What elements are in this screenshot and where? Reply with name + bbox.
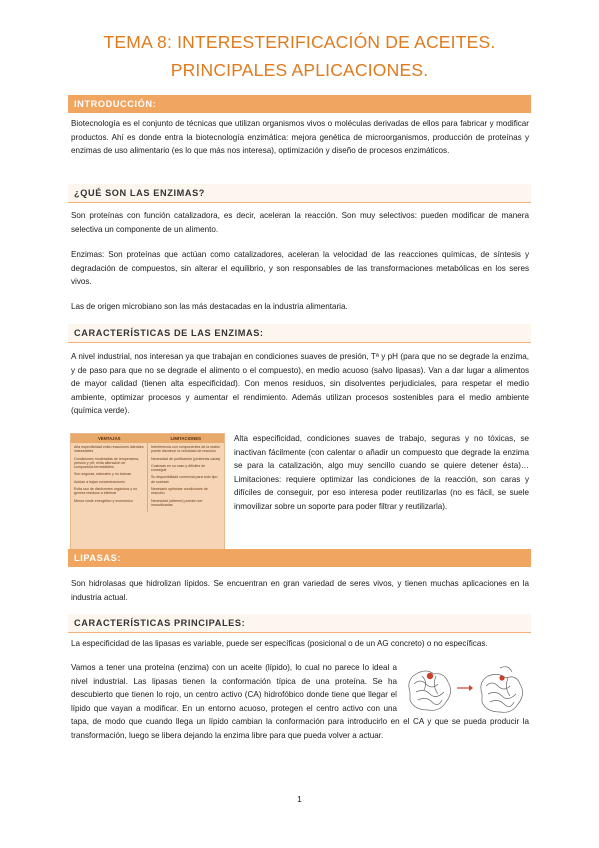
table-cell: Costosas en su caso y difíciles de conseguir (151, 463, 206, 473)
table-cell: Necesidad (obtener) pueden ser inmovilizadas (151, 498, 203, 507)
ventajas-paragraph: Alta especificidad, condiciones suaves de trabajo, seguras y no tóxicas, se inactivan fácilmente (con calentar o añadir un compuesto que degrade la enzima se para la catalización, algo muy sencillo cuando se quiere detener ésta)… Limitaciones: requiere optimizar las condiciones de la reacción, son caras y difíciles de conseguir, por eso interesa poder reutilizarlas (no es fácil, se suele inmovilizar sobre un soporte para poder filtrar y reutilizarla). (234, 434, 529, 511)
table-cell: Necesidad de purificación (proteínas caras) (151, 456, 221, 461)
enzimas-paragraph-1: Son proteínas con función catalizadora, es decir, aceleran la reacción. Son muy selectivos: pueden modificar de manera selectiva un componente de un alimento. (71, 211, 529, 234)
caracteristicas-principales-paragraph-2 (71, 661, 529, 743)
caracteristicas-enzimas-paragraph: A nivel industrial, nos interesan ya que trabajan en condiciones suaves de presión, Tª y pH (para que no se degrade la enzima, y de paso para que no se degrade el alimento o el compuesto), en medio acuoso (salvo lipasas). Van a dar lugar a alimentos de mayor calidad (tienen alta especificidad). Con menos residuos, sin disolventes perjudiciales, para respetar el medio ambiente, optimizar procesos y aumentar el rendimiento. Además utilizan procesos sostenibles para el medio ambiente (química verde). (71, 352, 529, 416)
table-cell: Condiciones moderadas de temperatura, presión y pH; evita alteración de compuestos termolábiles (74, 456, 140, 470)
section-header-introduccion: INTRODUCCIÓN: (68, 95, 531, 113)
section-header-caracteristicas-principales: CARACTERÍSTICAS PRINCIPALES: (68, 614, 531, 633)
table-cell: Menor coste energético y económico (74, 498, 133, 503)
section-header-que-son-enzimas: ¿QUÉ SON LAS ENZIMAS? (68, 184, 531, 203)
limitaciones-column (147, 443, 224, 512)
enzimas-paragraph-2: Enzimas: Son proteínas que actúan como catalizadores, aceleran la velocidad de las reacciones químicas, de síntesis y degradación de compuestos, sin alterar el equilibrio, y son responsables de las transformaciones metabólicas en los seres vivos. (71, 250, 529, 287)
section-header-caracteristicas-enzimas: CARACTERÍSTICAS DE LAS ENZIMAS: (68, 324, 531, 343)
page-number: 1 (297, 794, 302, 804)
table-header-limitaciones: LIMITACIONES (170, 436, 201, 441)
table-cell: Alta especificidad evita reacciones laterales indeseables (74, 445, 144, 454)
enzimas-paragraph-3: Las de origen microbiano son las más destacadas en la industria alimentaria. (71, 302, 348, 311)
table-cell: Son seguras, naturales y no tóxicas (74, 472, 131, 477)
table-cell: Su disponibilidad comercial para todo tipo de sustrato (151, 475, 218, 484)
paragraph-text: Vamos a tener una proteína (enzima) con un aceite (lípido), lo cual no parece lo ideal a nivel industrial. Las lipasas tienen la conformación típica de una proteína. Se ha descubierto que tienen lo rojo, un centro activo (CA) hidrofóbico donde tiene que llegar el lípido que vayan a modificar. En un entorno acuoso, protegen el centro activo con una tapa, de modo que cuando llega un lípido cambian la conformación para introducirlo en el CA y que se pueda producir la transformación, luego se libera dejando la enzima libre para que pueda volver a actuar. (71, 663, 529, 740)
lipasas-paragraph: Son hidrolasas que hidrolizan lípidos. Se encuentran en gran variedad de seres vivos, y tienen muchas aplicaciones en la industria actual. (71, 579, 529, 602)
intro-paragraph: Biotecnología es el conjunto de técnicas que utilizan organismos vivos o moléculas derivadas de ellos para fabricar y modificar productos. Ahí es donde entra la biotecnología enzimática: mejora genética de microorganismos, producción de proteínas y enzimas de uso alimentario (es lo que más nos interesa), optimización y diseño de procesos enzimáticos. (71, 119, 529, 156)
ventajas-column (71, 443, 147, 512)
table-header-ventajas: VENTAJAS (97, 436, 121, 441)
ventajas-limitaciones-table (70, 433, 225, 551)
table-cell: Interferencia con componentes de la matriz puede disminuir la velocidad de reacción (151, 445, 220, 454)
title-line-2: PRINCIPALES APLICACIONES. (170, 60, 429, 80)
title-line-1: TEMA 8: INTERESTERIFICACIÓN DE ACEITES. (103, 32, 496, 52)
table-cell: Necesario optimizar condiciones de reacción (151, 487, 208, 496)
table-cell: Evita uso de disolventes orgánicos y no genera residuos a eliminar (74, 487, 138, 496)
caracteristicas-principales-paragraph-1: La especificidad de las lipasas es variable, puede ser específicas (posicional o de un AG concreto) o no específicas. (71, 639, 488, 648)
section-header-lipasas: LIPASAS: (68, 549, 531, 567)
table-cell: Actúan a bajas concentraciones (74, 479, 125, 484)
